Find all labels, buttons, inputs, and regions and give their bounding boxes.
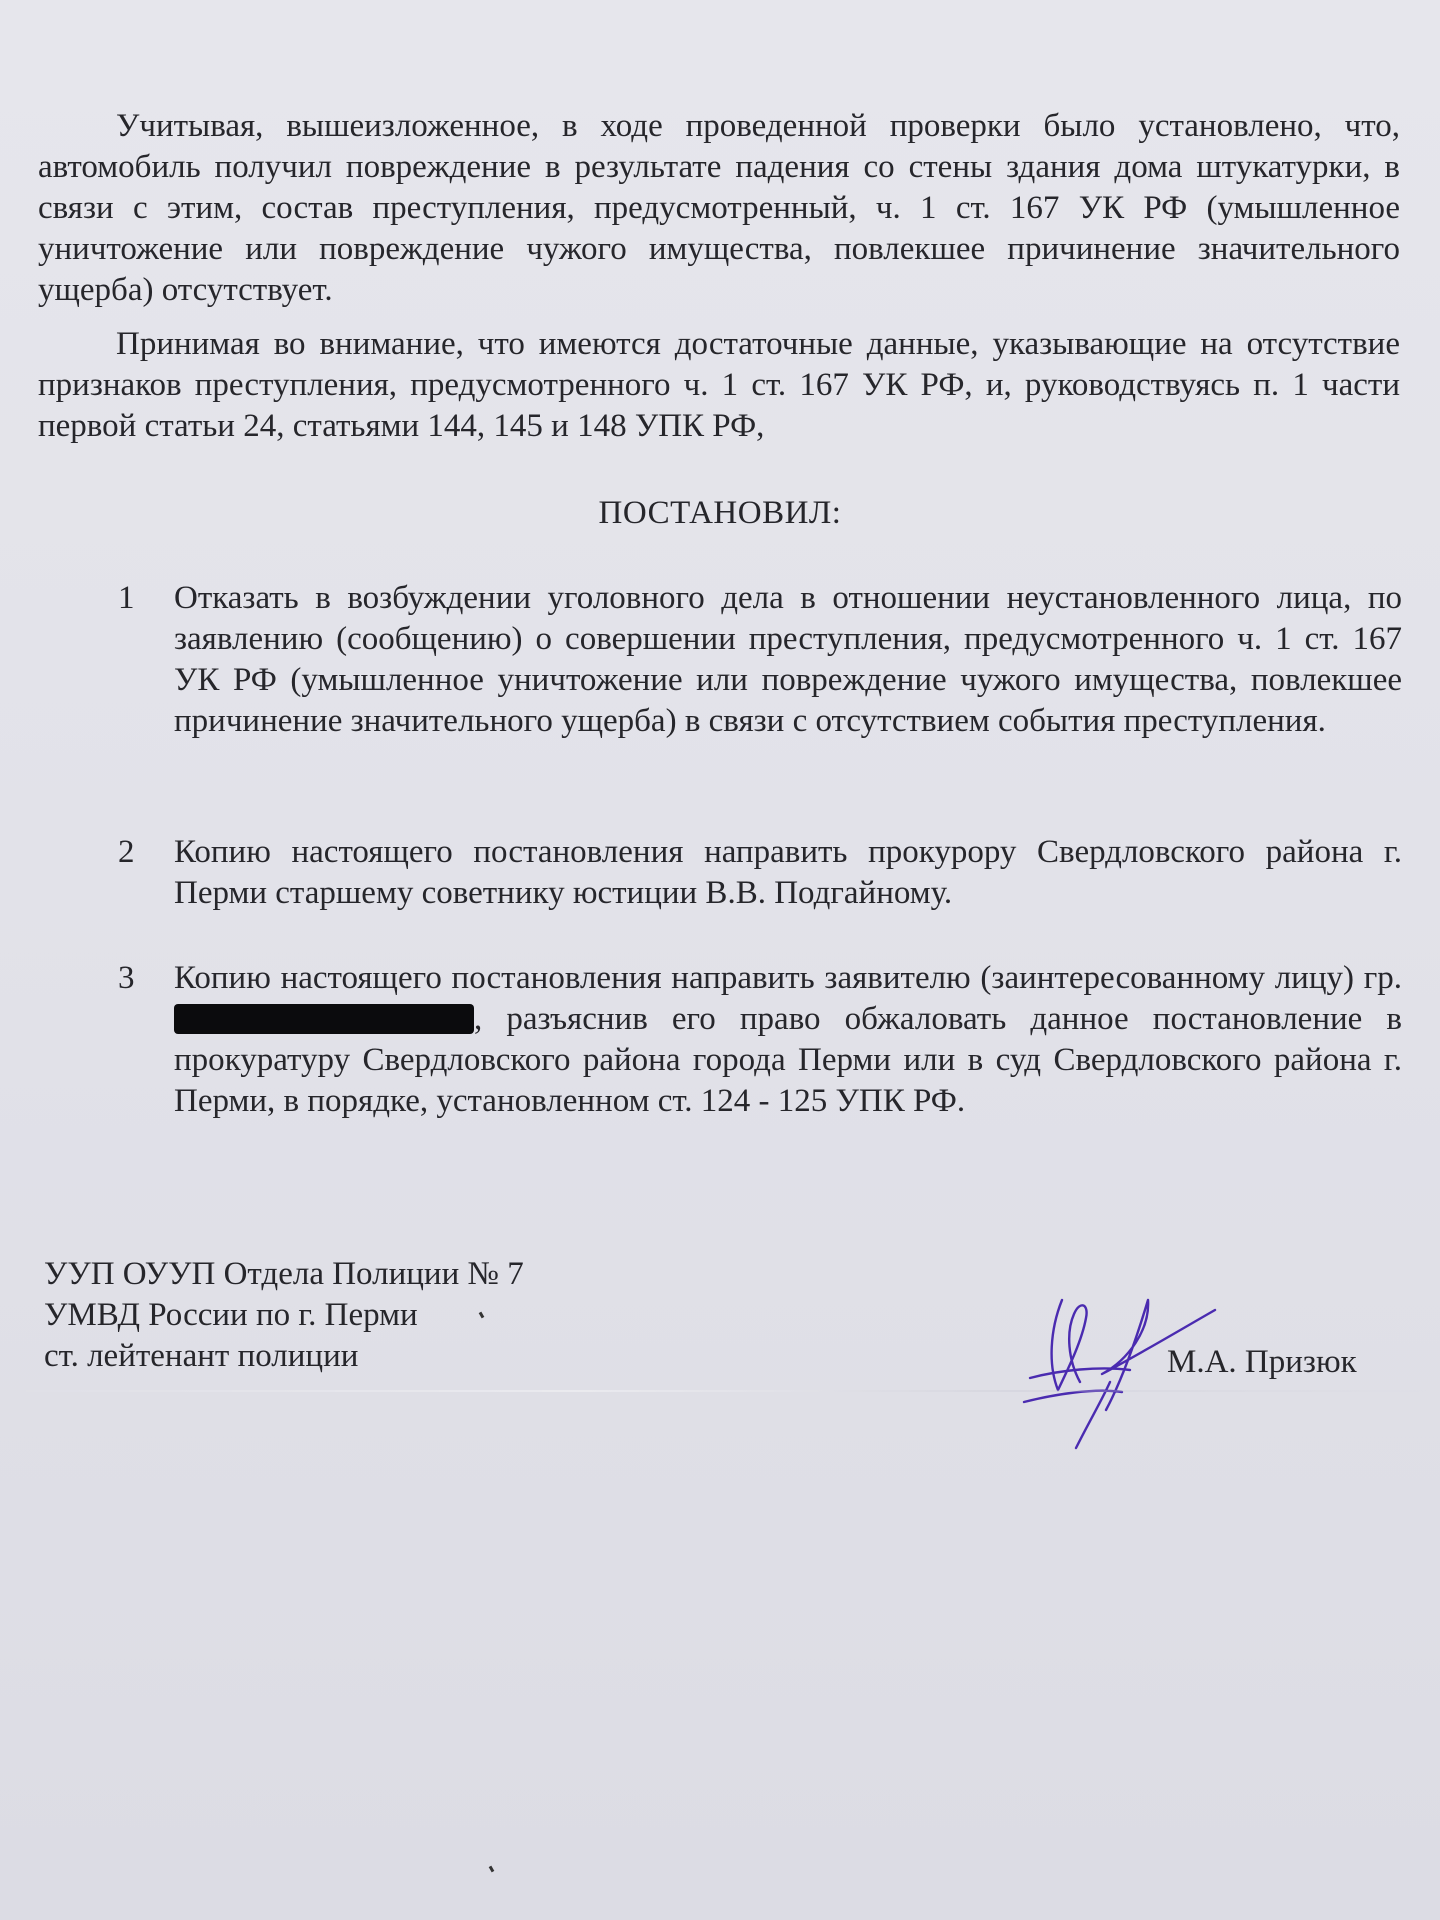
redaction-bar	[174, 1004, 474, 1034]
item-text-before: Копию настоящего постановления направить заявителю (заинтересованному лицу) гр.	[174, 960, 1402, 996]
officer-position-block	[44, 1254, 744, 1377]
item-text	[174, 958, 1402, 1122]
stray-mark	[489, 1866, 495, 1873]
item-number: 1	[118, 580, 135, 616]
item-text-after: , разъяснив его право обжаловать данное постановление в прокуратуру Свердловского района города Перми или в суд Свердловского района г. Перми, в порядке, установленном ст. 124 - 125 УПК РФ.	[174, 1001, 1402, 1119]
item-number: 2	[118, 834, 135, 870]
item-number: 3	[118, 960, 135, 996]
paragraph-findings: Учитывая, вышеизложенное, в ходе проведенной проверки было установлено, что, автомобиль получил повреждение в результате падения со стены здания дома штукатурки, в связи с этим, состав преступления, предусмотренный, ч. 1 ст. 167 УК РФ (умышленное уничтожение или повреждение чужого имущества, повлекшее причинение значительного ущерба) отсутствует.	[38, 108, 1400, 308]
paper-crease	[0, 1390, 1440, 1392]
paragraph-grounds: Принимая во внимание, что имеются достаточные данные, указывающие на отсутствие признаков преступления, предусмотренного ч. 1 ст. 167 УК РФ, и, руководствуясь п. 1 части первой статьи 24, статьями 144, 145 и 148 УПК РФ,	[38, 326, 1400, 444]
resolution-heading: ПОСТАНОВИЛ:	[598, 495, 842, 531]
item-text: Копию настоящего постановления направить прокурору Свердловского района г. Перми старшему советнику юстиции В.В. Подгайному.	[174, 834, 1402, 911]
officer-position-line: УМВД России по г. Перми	[44, 1297, 418, 1333]
signer-name: М.А. Призюк	[1167, 1344, 1357, 1380]
officer-position-line: УУП ОУУП Отдела Полиции № 7	[44, 1256, 524, 1292]
item-text: Отказать в возбуждении уголовного дела в отношении неустановленного лица, по заявлению (сообщению) о совершении преступления, предусмотренного ч. 1 ст. 167 УК РФ (умышленное уничтожение или повреждение чужого имущества, повлекшее причинение значительного ущерба) в связи с отсутствием события преступления.	[174, 580, 1402, 739]
officer-position-line: ст. лейтенант полиции	[44, 1338, 359, 1374]
